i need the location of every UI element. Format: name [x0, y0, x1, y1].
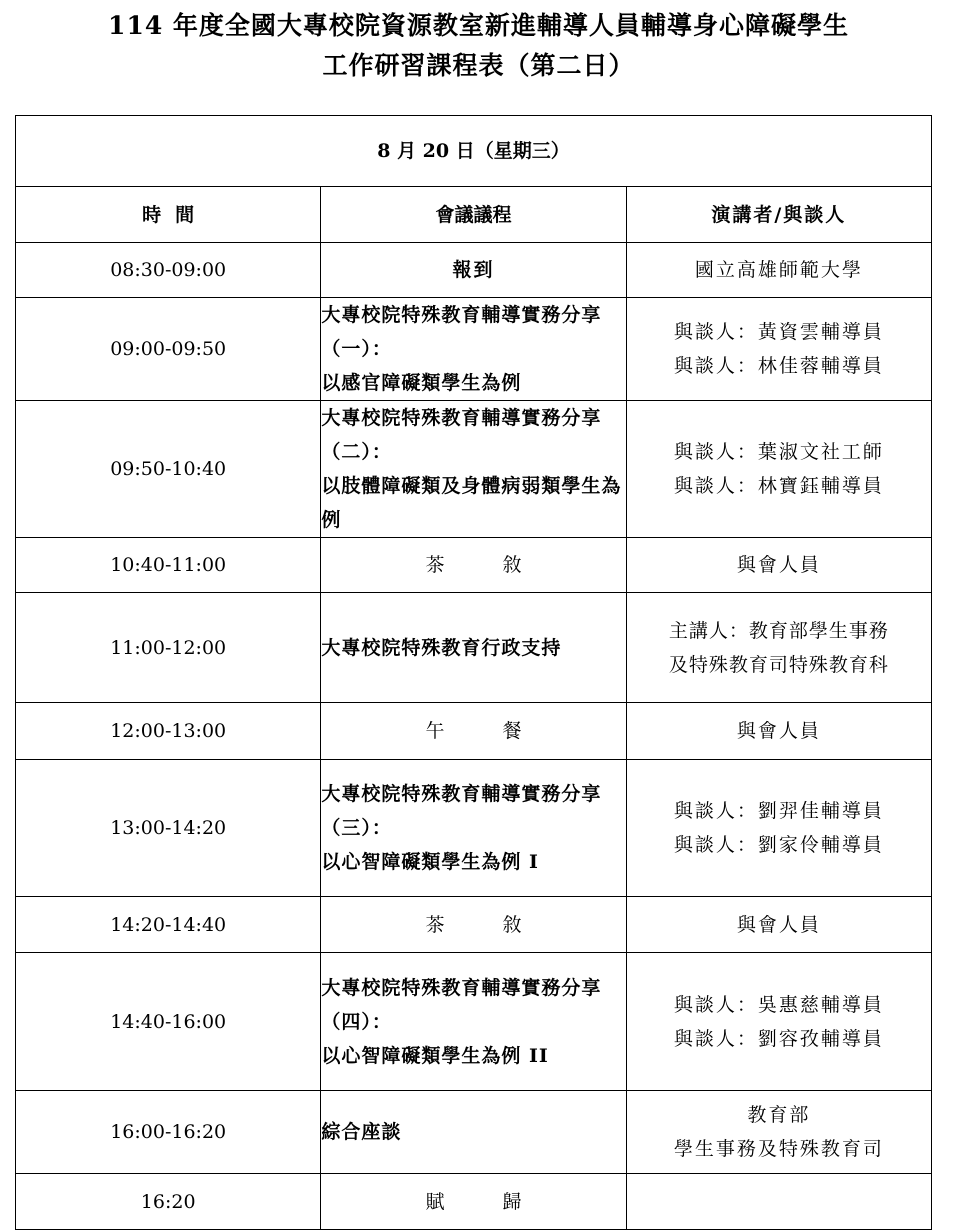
agenda-cell: 大專校院特殊教育輔導實務分享（四）： 以心智障礙類學生為例 II [321, 953, 626, 1091]
time-cell: 14:40-16:00 [16, 953, 321, 1091]
time-cell: 10:40-11:00 [16, 538, 321, 593]
time-cell: 16:00-16:20 [16, 1091, 321, 1174]
time-cell: 09:50-10:40 [16, 401, 321, 538]
document-title-line-2: 工作研習課程表（第二日） [322, 51, 635, 80]
agenda-cell: 大專校院特殊教育行政支持 [321, 593, 626, 703]
speaker-cell [626, 1174, 931, 1230]
table-row [16, 401, 932, 538]
speaker-cell: 主講人：教育部學生事務 及特殊教育司特殊教育科 [626, 593, 931, 703]
agenda-cell: 賦歸 [321, 1174, 626, 1230]
speaker-cell: 與會人員 [626, 703, 931, 760]
time-cell: 12:00-13:00 [16, 703, 321, 760]
speaker-cell: 與會人員 [626, 538, 931, 593]
document-title-line-1: 114 年度全國大專校院資源教室新進輔導人員輔導身心障礙學生 [108, 11, 849, 40]
agenda-cell: 大專校院特殊教育輔導實務分享（一）： 以感官障礙類學生為例 [321, 298, 626, 401]
speaker-column-header: 演講者/與談人 [626, 187, 931, 243]
speaker-cell: 與談人：劉羿佳輔導員 與談人：劉家伶輔導員 [626, 760, 931, 897]
table-row [16, 703, 932, 760]
time-column-header: 時間 [16, 187, 321, 243]
speaker-cell: 與談人：葉淑文社工師 與談人：林寶鈺輔導員 [626, 401, 931, 538]
speaker-cell: 與會人員 [626, 897, 931, 953]
time-cell: 13:00-14:20 [16, 760, 321, 897]
agenda-cell: 茶敘 [321, 538, 626, 593]
agenda-cell: 綜合座談 [321, 1091, 626, 1174]
time-cell: 11:00-12:00 [16, 593, 321, 703]
speaker-cell: 國立高雄師範大學 [626, 243, 931, 298]
speaker-cell: 與談人：黃資雲輔導員 與談人：林佳蓉輔導員 [626, 298, 931, 401]
agenda-cell: 大專校院特殊教育輔導實務分享（二）： 以肢體障礙類及身體病弱類學生為例 [321, 401, 626, 538]
table-row [16, 1091, 932, 1174]
table-row [16, 593, 932, 703]
speaker-cell: 與談人：吳惠慈輔導員 與談人：劉容孜輔導員 [626, 953, 931, 1091]
table-row [16, 760, 932, 897]
schedule-table [15, 115, 932, 1230]
speaker-cell: 教育部 學生事務及特殊教育司 [626, 1091, 931, 1174]
table-row [16, 953, 932, 1091]
time-cell: 14:20-14:40 [16, 897, 321, 953]
table-row [16, 897, 932, 953]
time-cell: 08:30-09:00 [16, 243, 321, 298]
agenda-cell: 午餐 [321, 703, 626, 760]
agenda-cell: 報到 [321, 243, 626, 298]
table-row [16, 243, 932, 298]
agenda-column-header: 會議議程 [321, 187, 626, 243]
table-row [16, 1174, 932, 1230]
agenda-cell: 茶敘 [321, 897, 626, 953]
time-cell: 16:20 [16, 1174, 321, 1230]
time-cell: 09:00-09:50 [16, 298, 321, 401]
table-row [16, 298, 932, 401]
agenda-cell: 大專校院特殊教育輔導實務分享（三）： 以心智障礙類學生為例 I [321, 760, 626, 897]
date-row [16, 116, 932, 187]
header-row [16, 187, 932, 243]
table-row [16, 538, 932, 593]
date-label: 8 月 20 日（星期三） [16, 116, 932, 187]
